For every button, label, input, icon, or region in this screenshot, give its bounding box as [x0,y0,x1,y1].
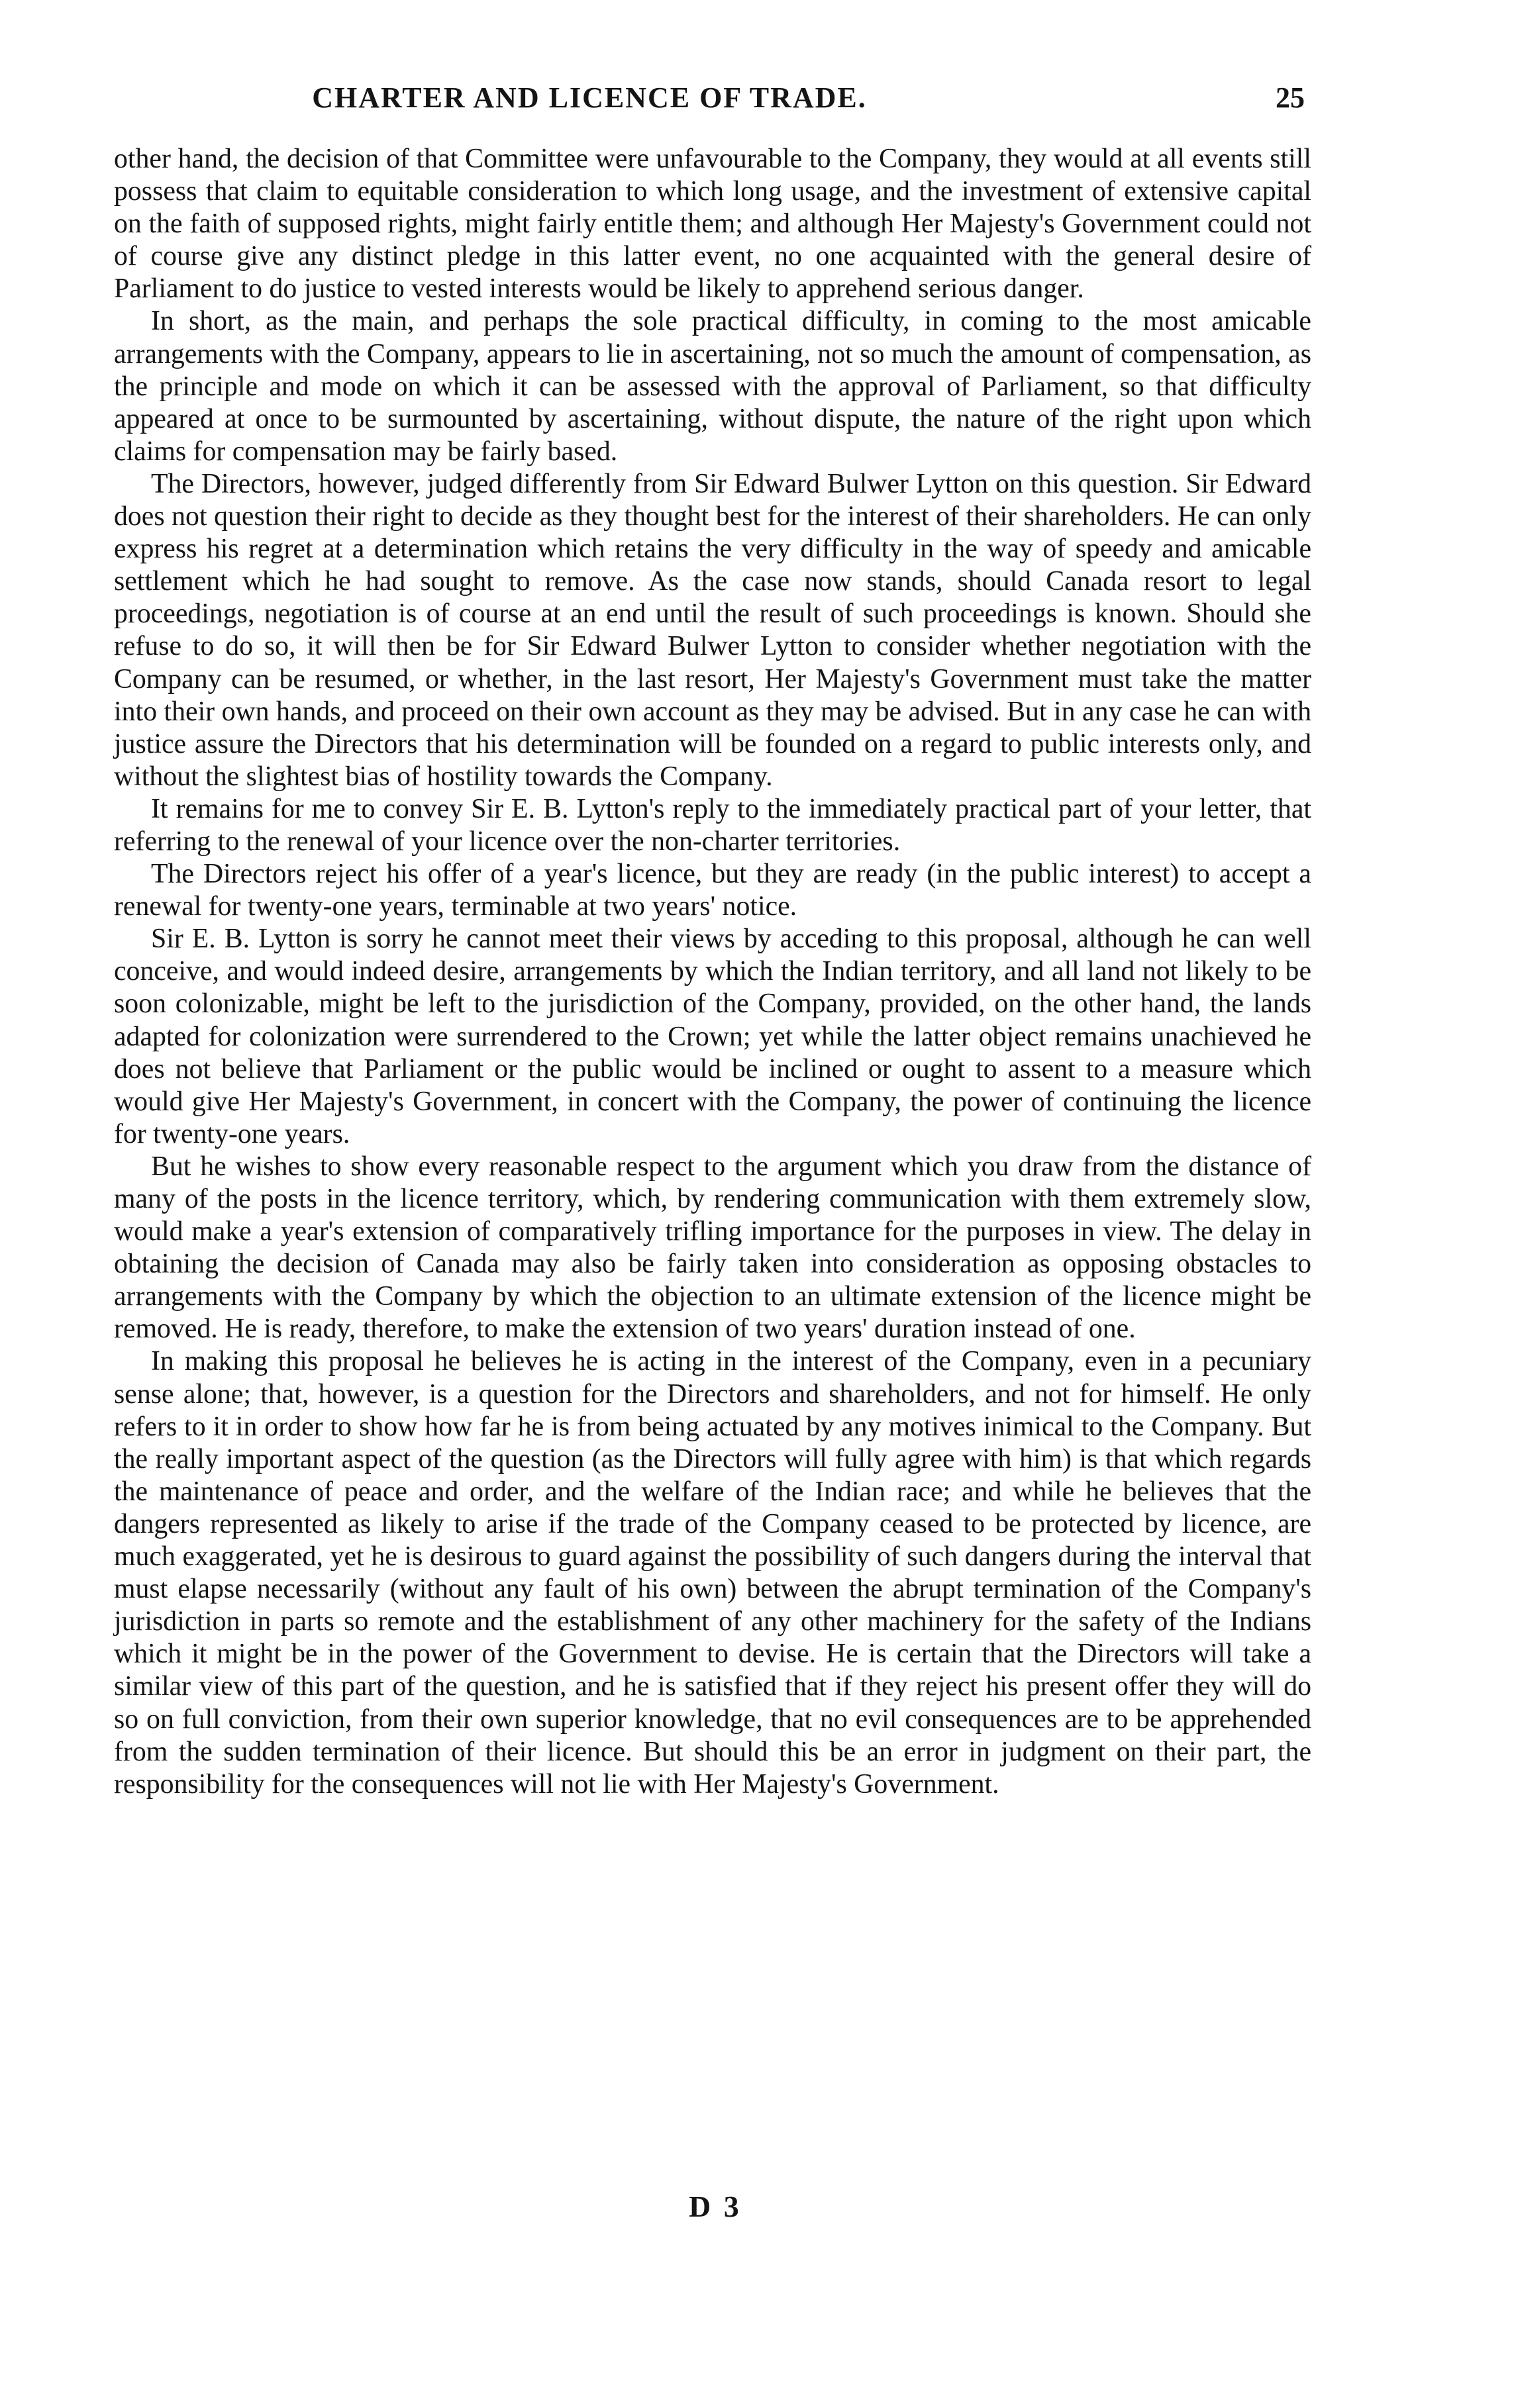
running-title: CHARTER AND LICENCE OF TRADE. [312,81,867,114]
page-header [113,81,1305,134]
paragraph-3: The Directors, however, judged differently from Sir Edward Bulwer Lytton on this question. Sir Edward does not question their right to decide as they thought best for the interest of their shareholders. He can only express his regret at a determination which retains the very difficulty in the way of speedy and amicable settlement which he had sought to remove. As the case now stands, should Canada resort to legal proceedings, negotiation is of course at an end until the result of such proceedings is known. Should she refuse to do so, it will then be for Sir Edward Bulwer Lytton to consider whether negotiation with the Company can be resumed, or whether, in the last resort, Her Majesty's Government must take the matter into their own hands, and proceed on their own account as they may be advised. But in any case he can with justice assure the Directors that his determination will be founded on a regard to public interests only, and without the slightest bias of hostility towards the Company. [114,468,1311,792]
paragraph-8: In making this proposal he believes he is acting in the interest of the Company, even in a pecuniary sense alone; that, however, is a question for the Directors and shareholders, and not for himself. He only refers to it in order to show how far he is from being actuated by any motives inimical to the Company. But the really important aspect of the question (as the Directors will fully agree with him) is that which regards the maintenance of peace and order, and the welfare of the Indian race; and while he believes that the dangers represented as likely to arise if the trade of the Company ceased to be protected by licence, are much exaggerated, yet he is desirous to guard against the possibility of such dangers during the interval that must elapse necessarily (without any fault of his own) between the abrupt termination of the Company's jurisdiction in parts so remote and the establishment of any other machinery for the safety of the Indians which it might be in the power of the Government to devise. He is certain that the Directors will take a similar view of this part of the question, and he is satisfied that if they reject his present offer they will do so on full conviction, from their own superior knowledge, that no evil consequences are to be apprehended from the sudden termination of their licence. But should this be an error in judgment on their part, the responsibility for the consequences will not lie with Her Majesty's Government. [114,1346,1311,1800]
body-text [114,143,1311,1801]
paragraph-6: Sir E. B. Lytton is sorry he cannot meet their views by acceding to this proposal, although he can well conceive, and would indeed desire, arrangements by which the Indian territory, and all land not likely to be soon colonizable, might be left to the jurisdiction of the Company, provided, on the other hand, the lands adapted for colonization were surrendered to the Crown; yet while the latter object remains unachieved he does not believe that Parliament or the public would be inclined or ought to assent to a measure which would give Her Majesty's Government, in concert with the Company, the power of continuing the licence for twenty-one years. [114,924,1311,1149]
paragraph-2: In short, as the main, and perhaps the sole practical difficulty, in coming to the most amicable arrangements with the Company, appears to lie in ascertaining, not so much the amount of compensation, as the principle and mode on which it can be assessed with the approval of Parliament, so that difficulty appeared at once to be surmounted by ascertaining, without dispute, the nature of the right upon which claims for compensation may be fairly based. [114,306,1311,467]
signature-mark: D 3 [689,2190,742,2223]
paragraph-7: But he wishes to show every reasonable respect to the argument which you draw from the distance of many of the posts in the licence territory, which, by rendering communication with them extremely slow, would make a year's extension of comparatively trifling importance for the purposes in view. The delay in obtaining the decision of Canada may also be fairly taken into consideration as opposing obstacles to arrangements with the Company by which the objection to an ultimate extension of the licence might be removed. He is ready, therefore, to make the extension of two years' duration instead of one. [114,1151,1311,1345]
paragraph-1: other hand, the decision of that Committee were unfavourable to the Company, they would at all events still possess that claim to equitable consideration to which long usage, and the investment of extensive capital on the faith of supposed rights, might fairly entitle them; and although Her Majesty's Government could not of course give any distinct pledge in this latter event, no one acquainted with the general desire of Parliament to do justice to vested interests would be likely to apprehend serious danger. [114,144,1311,305]
page-number: 25 [1276,81,1305,114]
paragraph-4: It remains for me to convey Sir E. B. Lytton's reply to the immediately practical part of your letter, that referring to the renewal of your licence over the non-charter territories. [114,793,1311,857]
paragraph-5: The Directors reject his offer of a year's licence, but they are ready (in the public interest) to accept a renewal for twenty-one years, terminable at two years' notice. [114,859,1311,922]
